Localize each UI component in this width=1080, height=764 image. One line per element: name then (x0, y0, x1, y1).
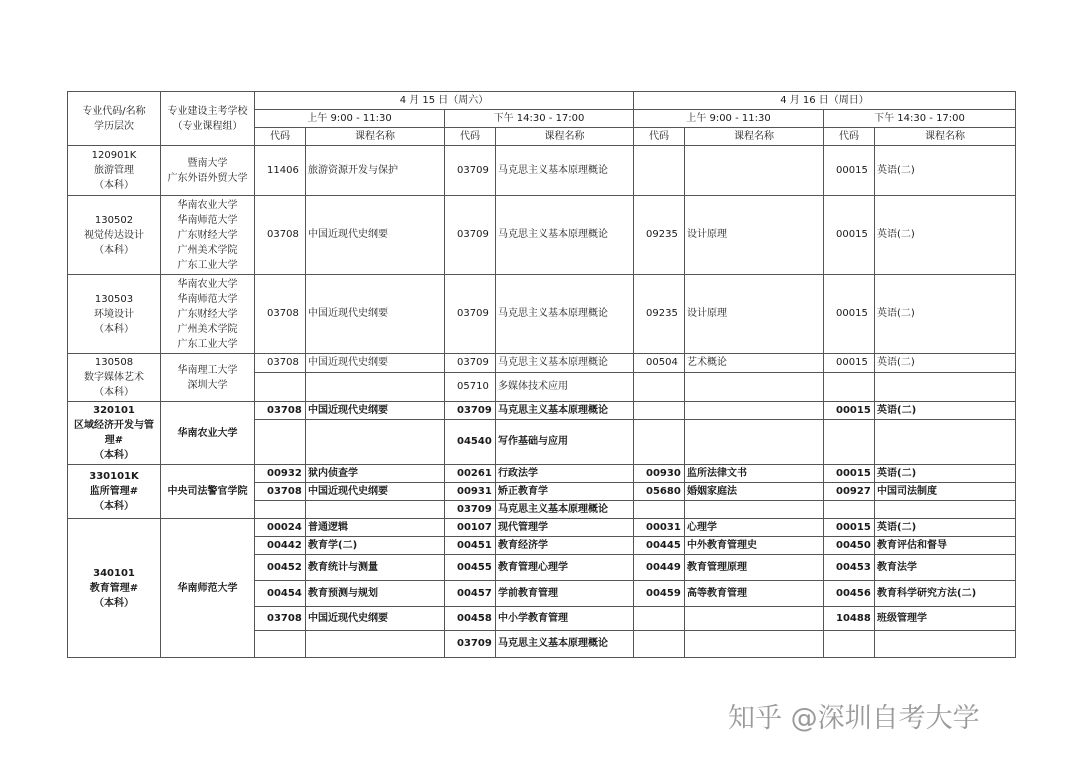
exam-schedule-table (67, 91, 1016, 658)
school-cell: 暨南大学 广东外语外贸大学 (161, 146, 255, 196)
course-code: 00932 (255, 465, 306, 483)
course-code: 00457 (445, 581, 496, 607)
course-name: 教育经济学 (496, 537, 634, 555)
course-code: 00015 (824, 146, 875, 196)
course-name: 教育统计与测量 (306, 555, 445, 581)
course-code: 00015 (824, 465, 875, 483)
course-code: 03708 (255, 275, 306, 354)
header-major: 专业代码/名称 学历层次 (68, 92, 161, 146)
table-row (68, 354, 1016, 373)
course-name: 中国近现代史纲要 (306, 196, 445, 275)
course-name: 矫正教育学 (496, 483, 634, 501)
course-code: 00445 (634, 537, 685, 555)
course-name: 高等教育管理 (685, 581, 824, 607)
school-cell: 华南理工大学 深圳大学 (161, 354, 255, 402)
course-name: 中国近现代史纲要 (306, 275, 445, 354)
school-cell: 华南农业大学 (161, 402, 255, 465)
table-row (68, 146, 1016, 196)
course-code: 00015 (824, 354, 875, 373)
course-code: 00015 (824, 196, 875, 275)
course-name: 旅游资源开发与保护 (306, 146, 445, 196)
course-name: 现代管理学 (496, 519, 634, 537)
course-code: 00449 (634, 555, 685, 581)
header-am: 上午 9:00 - 11:30 (634, 110, 824, 128)
major-cell: 130508 数字媒体艺术 （本科） (68, 354, 161, 402)
course-name: 教育评估和督导 (875, 537, 1016, 555)
course-code: 03708 (255, 354, 306, 373)
course-code (634, 146, 685, 196)
course-name: 马克思主义基本原理概论 (496, 196, 634, 275)
course-name: 马克思主义基本原理概论 (496, 275, 634, 354)
major-cell: 330101K 监所管理# （本科） (68, 465, 161, 519)
major-cell: 320101 区域经济开发与管 理# （本科） (68, 402, 161, 465)
table-row (68, 519, 1016, 537)
course-code: 00031 (634, 519, 685, 537)
course-name: 中外教育管理史 (685, 537, 824, 555)
course-name: 狱内侦查学 (306, 465, 445, 483)
course-name: 行政法学 (496, 465, 634, 483)
major-cell: 130503 环境设计 （本科） (68, 275, 161, 354)
course-code: 00107 (445, 519, 496, 537)
course-name: 英语(二) (875, 196, 1016, 275)
course-name: 教育法学 (875, 555, 1016, 581)
school-cell: 华南农业大学 华南师范大学 广东财经大学 广州美术学院 广东工业大学 (161, 196, 255, 275)
course-name: 中国司法制度 (875, 483, 1016, 501)
course-code: 00015 (824, 275, 875, 354)
course-name: 英语(二) (875, 146, 1016, 196)
course-name: 马克思主义基本原理概论 (496, 146, 634, 196)
course-code: 00015 (824, 402, 875, 420)
course-code: 03708 (255, 402, 306, 420)
course-name: 英语(二) (875, 465, 1016, 483)
course-code: 03709 (445, 501, 496, 519)
header-course: 课程名称 (306, 128, 445, 146)
course-code: 03709 (445, 196, 496, 275)
course-code: 05710 (445, 373, 496, 402)
course-name: 中国近现代史纲要 (306, 402, 445, 420)
course-code: 00261 (445, 465, 496, 483)
course-code: 00452 (255, 555, 306, 581)
course-code: 00455 (445, 555, 496, 581)
course-code: 03709 (445, 631, 496, 658)
course-code: 00456 (824, 581, 875, 607)
header-pm: 下午 14:30 - 17:00 (824, 110, 1016, 128)
header-am: 上午 9:00 - 11:30 (255, 110, 445, 128)
school-cell: 华南农业大学 华南师范大学 广东财经大学 广州美术学院 广东工业大学 (161, 275, 255, 354)
course-code: 00504 (634, 354, 685, 373)
course-name: 英语(二) (875, 519, 1016, 537)
course-name: 学前教育管理 (496, 581, 634, 607)
course-name: 马克思主义基本原理概论 (496, 354, 634, 373)
major-cell: 340101 教育管理# （本科） (68, 519, 161, 658)
table-row (68, 402, 1016, 420)
course-code: 03709 (445, 402, 496, 420)
course-name: 多媒体技术应用 (496, 373, 634, 402)
course-name (685, 146, 824, 196)
course-code: 09235 (634, 196, 685, 275)
table-row (68, 196, 1016, 275)
course-code: 00927 (824, 483, 875, 501)
course-code: 00454 (255, 581, 306, 607)
course-name: 教育管理心理学 (496, 555, 634, 581)
major-cell: 120901K 旅游管理 （本科） (68, 146, 161, 196)
course-name: 马克思主义基本原理概论 (496, 501, 634, 519)
course-name: 教育科学研究方法(二) (875, 581, 1016, 607)
course-name: 监所法律文书 (685, 465, 824, 483)
header-course: 课程名称 (685, 128, 824, 146)
course-code: 00451 (445, 537, 496, 555)
header-course: 课程名称 (875, 128, 1016, 146)
header-code: 代码 (445, 128, 496, 146)
course-code: 04540 (445, 420, 496, 465)
course-name: 中小学教育管理 (496, 607, 634, 631)
course-code: 00015 (824, 519, 875, 537)
course-name: 设计原理 (685, 196, 824, 275)
course-code: 00450 (824, 537, 875, 555)
table-row (68, 465, 1016, 483)
course-code: 00931 (445, 483, 496, 501)
course-name: 写作基础与应用 (496, 420, 634, 465)
course-code: 09235 (634, 275, 685, 354)
header-school: 专业建设主考学校 （专业课程组） (161, 92, 255, 146)
course-code: 00024 (255, 519, 306, 537)
course-code: 00930 (634, 465, 685, 483)
course-name: 婚姻家庭法 (685, 483, 824, 501)
course-name: 艺术概论 (685, 354, 824, 373)
course-name: 马克思主义基本原理概论 (496, 631, 634, 658)
course-code: 03709 (445, 275, 496, 354)
course-code: 03708 (255, 607, 306, 631)
course-code: 10488 (824, 607, 875, 631)
header-code: 代码 (634, 128, 685, 146)
course-name: 教育管理原理 (685, 555, 824, 581)
table-row (68, 275, 1016, 354)
course-name: 教育学(二) (306, 537, 445, 555)
course-name: 英语(二) (875, 402, 1016, 420)
course-name: 中国近现代史纲要 (306, 354, 445, 373)
header-pm: 下午 14:30 - 17:00 (445, 110, 634, 128)
watermark-text: 知乎 @深圳自考大学 (728, 703, 980, 734)
course-name: 班级管理学 (875, 607, 1016, 631)
header-day1: 4 月 15 日（周六） (255, 92, 634, 110)
course-code: 00453 (824, 555, 875, 581)
course-code: 03708 (255, 483, 306, 501)
course-code: 05680 (634, 483, 685, 501)
course-name: 心理学 (685, 519, 824, 537)
course-code: 03709 (445, 354, 496, 373)
header-day2: 4 月 16 日（周日） (634, 92, 1016, 110)
school-cell: 中央司法警官学院 (161, 465, 255, 519)
course-code: 03709 (445, 146, 496, 196)
major-cell: 130502 视觉传达设计 （本科） (68, 196, 161, 275)
header-code: 代码 (824, 128, 875, 146)
course-name: 设计原理 (685, 275, 824, 354)
course-code: 00442 (255, 537, 306, 555)
course-name: 英语(二) (875, 275, 1016, 354)
header-course: 课程名称 (496, 128, 634, 146)
course-name: 马克思主义基本原理概论 (496, 402, 634, 420)
course-code: 03708 (255, 196, 306, 275)
course-name: 中国近现代史纲要 (306, 483, 445, 501)
course-name: 普通逻辑 (306, 519, 445, 537)
course-name: 教育预测与规划 (306, 581, 445, 607)
course-name: 英语(二) (875, 354, 1016, 373)
course-code: 00458 (445, 607, 496, 631)
course-name: 中国近现代史纲要 (306, 607, 445, 631)
course-code: 00459 (634, 581, 685, 607)
course-code: 11406 (255, 146, 306, 196)
header-row (68, 92, 1016, 110)
school-cell: 华南师范大学 (161, 519, 255, 658)
header-code: 代码 (255, 128, 306, 146)
